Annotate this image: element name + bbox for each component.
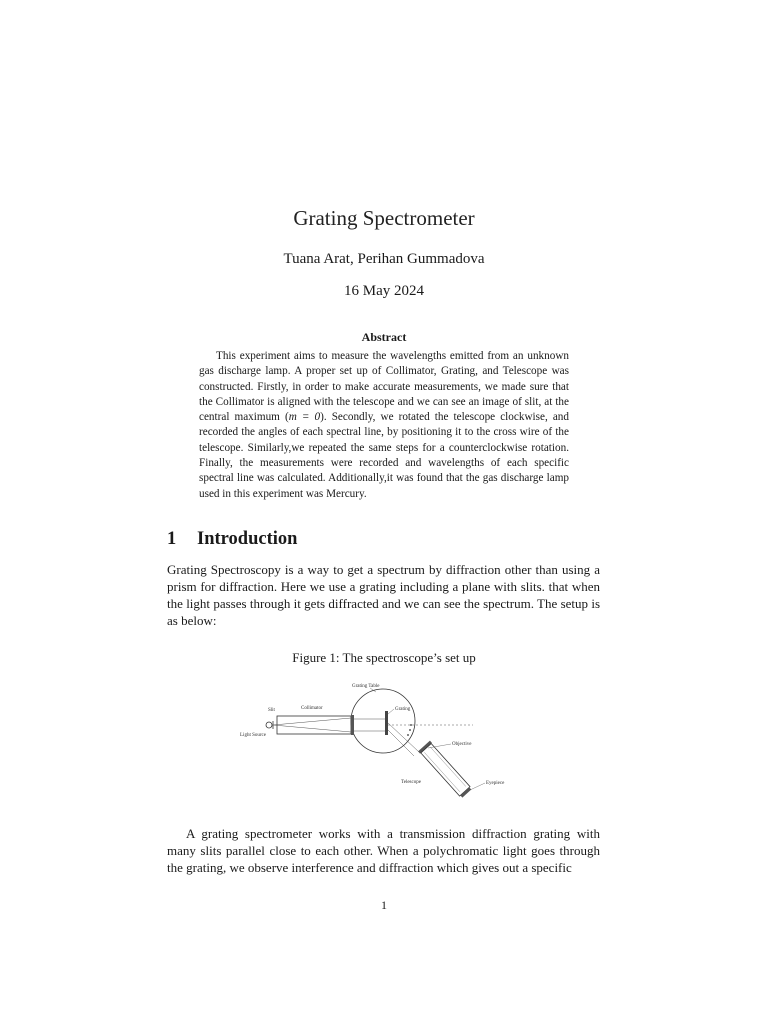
abstract-math: m = 0	[288, 411, 321, 424]
label-grating: Grating	[395, 707, 411, 712]
light-source-circle	[266, 722, 272, 728]
intro-paragraph-2: A grating spectrometer works with a transmission diffraction grating with many slits parallel close to each other. When a polychromatic light goes through the grating, we observe interference and diffraction which gives out a specific	[167, 826, 600, 875]
abstract-body	[199, 349, 569, 502]
leader-grating	[388, 709, 394, 714]
paper-title: Grating Spectrometer	[293, 206, 475, 230]
collimator-lens	[351, 715, 354, 735]
angle-dot-3	[407, 734, 409, 736]
abstract-text-before: This experiment aims to measure the wavelengths emitted from an unknown gas discharge lamp. A proper set up of Collimator, Grating, and Telescope was constructed. Firstly, in order to make accurate measurements, we made sure that the Collimator is aligned with the telescope and we can see an image of slit, at the central maximum (	[199, 350, 569, 424]
telescope-tube	[421, 744, 470, 796]
leader-eyepiece	[470, 783, 485, 790]
telescope-inner-line-2	[424, 752, 459, 791]
abstract-heading: Abstract	[361, 330, 407, 344]
grating-table-circle	[351, 689, 415, 753]
figure-caption: Figure 1: The spectroscope’s set up	[292, 650, 476, 665]
telescope-eyepiece	[460, 787, 471, 797]
spectroscope-diagram	[238, 678, 510, 798]
grating	[385, 711, 388, 735]
label-light-source: Light Source	[240, 733, 266, 738]
label-slit: Slit	[268, 708, 275, 713]
angle-dot-2	[409, 729, 411, 731]
section-heading	[167, 529, 297, 550]
section-number: 1	[167, 529, 177, 549]
leader-objective	[428, 744, 451, 748]
collimator-tube	[277, 716, 351, 734]
ray-lower	[273, 725, 351, 732]
label-objective: Objective	[452, 742, 472, 747]
telescope-group	[418, 741, 473, 798]
label-grating-table: Grating Table	[352, 684, 380, 689]
telescope-inner-line-1	[430, 747, 465, 786]
intro-paragraph-1: Grating Spectroscopy is a way to get a spectrum by diffraction other than using a prism for diffraction. Here we use a grating including a plane with slits. that when the light passes through it gets diffracted and we can see the spectrum. The setup is as below:	[167, 562, 600, 628]
label-collimator: Collimator	[301, 706, 323, 711]
angle-dot-1	[410, 724, 412, 726]
page-number: 1	[381, 898, 387, 912]
label-telescope: Telescope	[401, 780, 421, 785]
ray-upper	[273, 718, 351, 725]
paper-date: 16 May 2024	[344, 283, 424, 299]
label-eyepiece: Eyepiece	[486, 781, 505, 786]
section-title: Introduction	[197, 529, 298, 549]
abstract-text-after: ). Secondly, we rotated the telescope clockwise, and recorded the angles of each spectral line, by positioning it to the cross wire of the telescope. Similarly,we repeated the same steps for a counterclockwise rotation. Finally, the measurements were recorded and wavelengths of each specific spectral line was calculated. Additionally,it was found that the gas discharge lamp used in this experiment was Mercury.	[199, 411, 569, 500]
telescope-objective	[418, 741, 432, 754]
paper-authors: Tuana Arat, Perihan Gummadova	[283, 251, 485, 267]
